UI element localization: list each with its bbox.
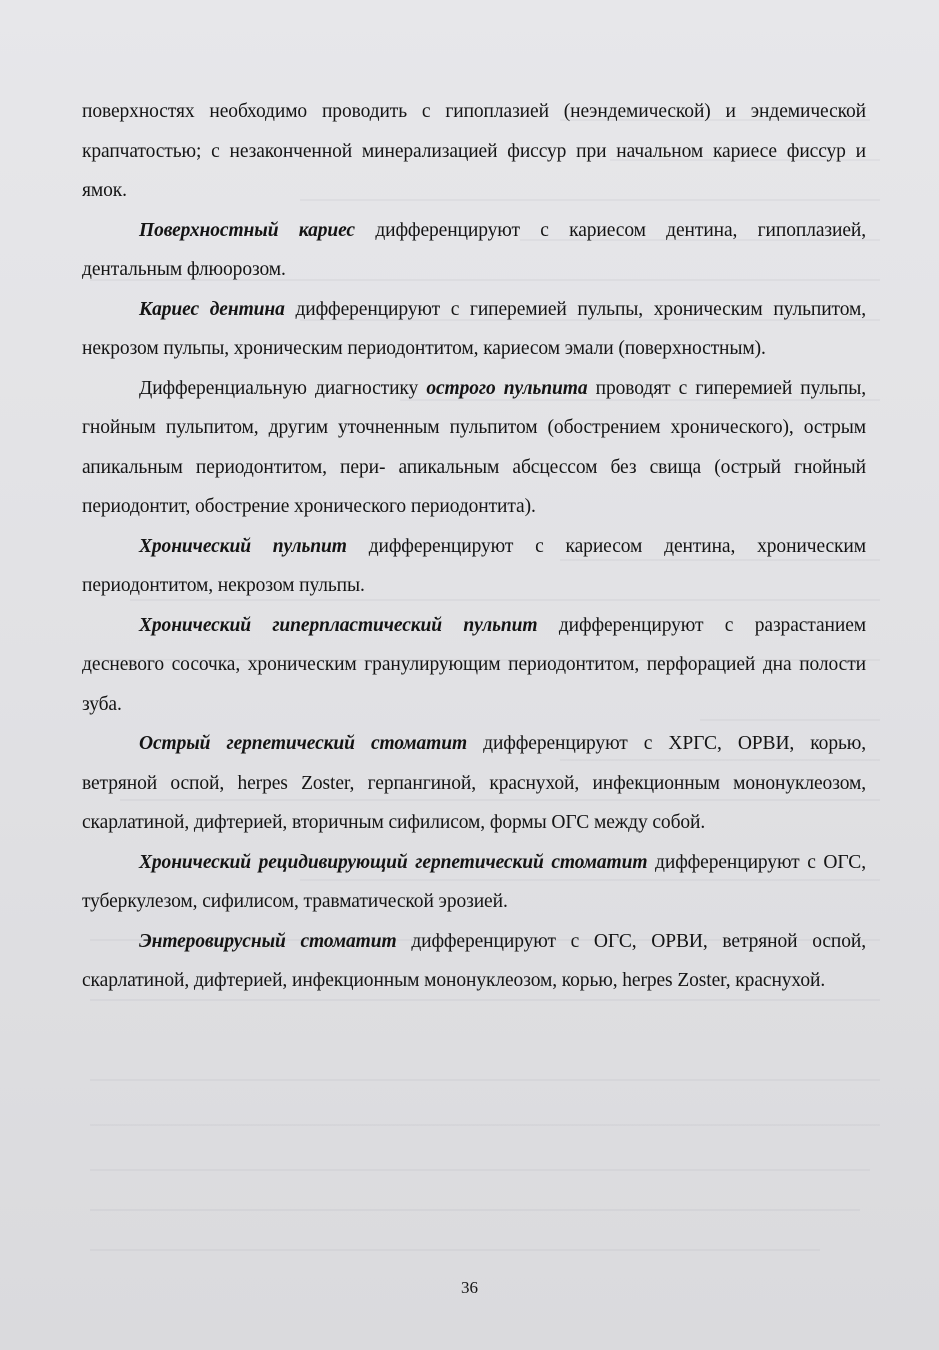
paragraph-text: дифференцируют с ОГС, ОРВИ, ветряной оспой, скарлатиной, дифтерией, инфекционным мононуклеозом, корью, herpes Zoster, краснухой. <box>82 930 866 991</box>
term-highlight: Поверхностный кариес <box>139 219 355 241</box>
term-highlight: Энтеровирусный стоматит <box>139 930 397 952</box>
term-highlight: Острый герпетический стоматит <box>139 733 468 754</box>
paragraph-text: проводят с гиперемией пульпы, гнойным пульпитом, другим уточненным пульпитом (обострением хронического), острым апикальным периодонтитом, пери- апикальным абсцессом без свища (острый гнойный периодонтит, обострение хронического периодонтита). <box>82 377 866 517</box>
paragraph <box>82 211 866 290</box>
term-highlight: Кариес дентина <box>139 298 285 320</box>
paragraph-text: дифференцируют с гиперемией пульпы, хроническим пульпитом, некрозом пульпы, хроническим периодонтитом, кариесом эмали (поверхностным). <box>82 298 867 359</box>
body-text <box>82 92 866 1001</box>
paragraph-text: дифференцируют с ОГС, туберкулезом, сифилисом, травматической эрозией. <box>82 851 866 912</box>
term-highlight: Хронический гиперпластический пульпит <box>139 614 538 636</box>
paragraph <box>82 369 866 527</box>
paragraph-text: поверхностях необходимо проводить с гипоплазией (неэндемической) и эндемической крапчатостью; с незаконченной минерализацией фиссур при начальном кариесе фиссур и ямок. <box>82 101 866 201</box>
paragraph-text: дифференцируют с кариесом дентина, хроническим периодонтитом, некрозом пульпы. <box>82 535 866 596</box>
term-highlight: Хронический рецидивирующий герпетический стоматит <box>139 851 648 873</box>
paragraph-text: дифференцируют с разрастанием десневого сосочка, хроническим гранулирующим периодонтитом, перфорацией дна полости зуба. <box>82 614 866 715</box>
term-highlight: острого пульпита <box>426 377 588 399</box>
paragraph-text: дифференцируют с кариесом дентина, гипоплазией, дентальным флюорозом. <box>82 219 866 280</box>
paragraph <box>82 290 866 369</box>
paragraph <box>82 724 866 843</box>
paragraph-text: дифференцируют с ХРГС, ОРВИ, корью, ветряной оспой, herpes Zoster, герпангиной, краснухой, инфекционным мононуклеозом, скарлатиной, дифтерией, вторичным сифилисом, формы ОГС между собой. <box>82 733 867 833</box>
paragraph <box>82 922 866 1001</box>
paragraph <box>82 527 866 606</box>
paragraph-text: Дифференциальную диагностику <box>139 377 427 399</box>
term-highlight: Хронический пульпит <box>139 535 347 557</box>
paragraph <box>82 843 866 922</box>
page-number: 36 <box>461 1278 478 1297</box>
paragraph <box>82 92 866 211</box>
paragraph <box>82 606 866 725</box>
